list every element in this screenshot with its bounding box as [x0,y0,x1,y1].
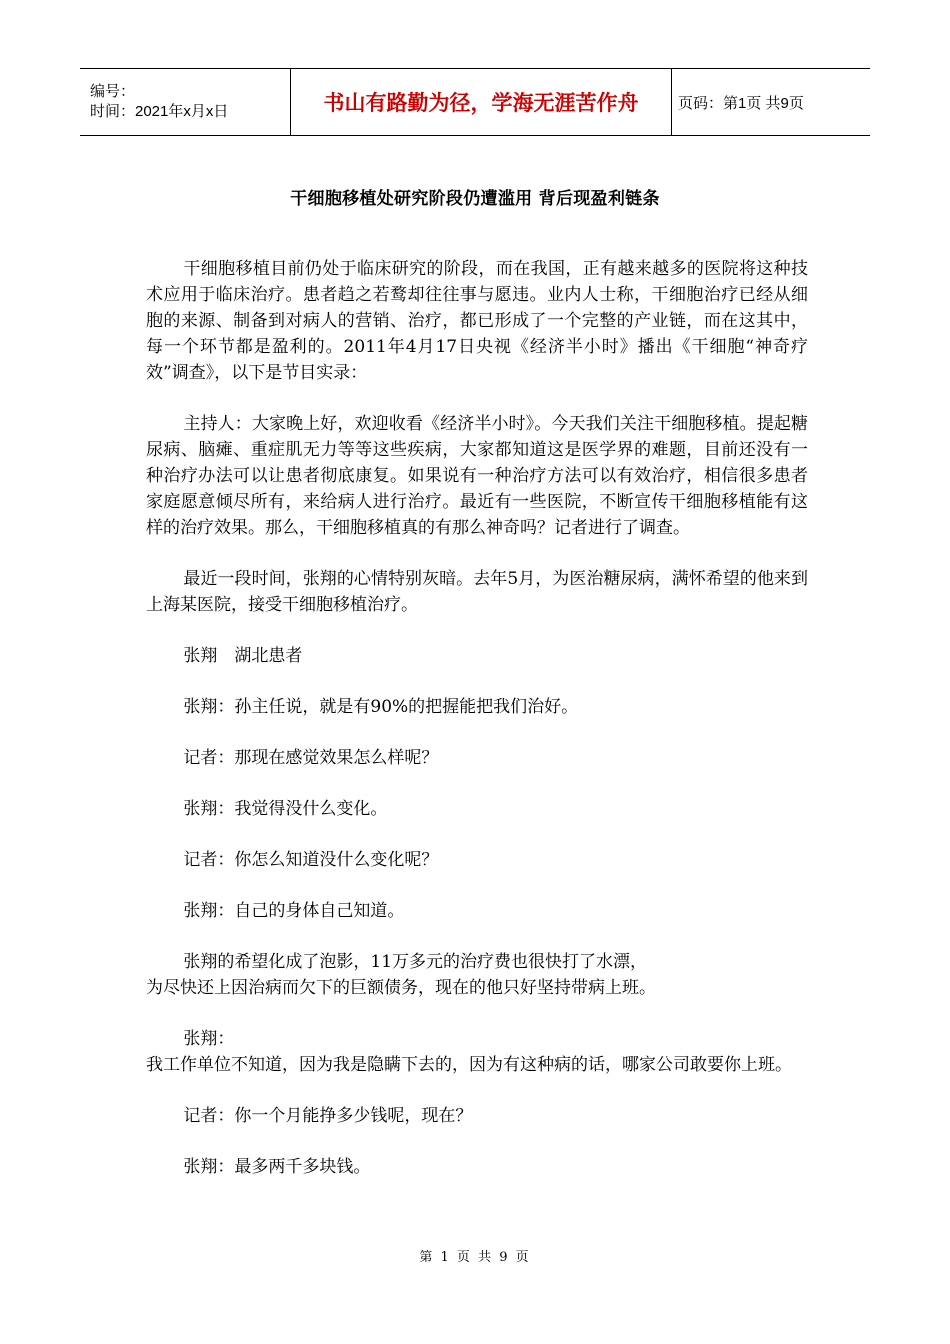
paragraph-host: 主持人：大家晚上好，欢迎收看《经济半小时》。今天我们关注干细胞移植。提起糖尿病、脑瘫、重症肌无力等等这些疾病，大家都知道这是医学界的难题，目前还没有一种治疗办法可以让患者彻底康复。如果说有一种治疗方法可以有效治疗，相信很多患者家庭愿意倾尽所有，来给病人进行治疗。最近有一些医院，不断宣传干细胞移植能有这样的治疗效果。那么，干细胞移植真的有那么神奇吗？记者进行了调查。 [146,414,808,538]
paragraph-workplace-text: 我工作单位不知道，因为我是隐瞒下去的，因为有这种病的话，哪家公司敢要你上班。 [146,1055,792,1075]
header-table [80,68,870,136]
paragraph-dialogue: 张翔：最多两千多块钱。 [183,1157,371,1177]
paragraph-workplace-speaker: 张翔： [183,1029,235,1049]
paragraph-dialogue: 张翔：自己的身体自己知道。 [183,901,405,921]
header-page-info: 页码：第1页 共9页 [672,69,871,136]
paragraph-dialogue: 记者：你一个月能挣多少钱呢，现在？ [183,1106,473,1126]
paragraph-dialogue: 张翔：我觉得没什么变化。 [183,799,388,819]
paragraph-debt-line2: 为尽快还上因治病而欠下的巨额债务，现在的他只好坚持带病上班。 [146,978,656,998]
paragraph-dialogue: 张翔：孙主任说，就是有90%的把握能把我们治好。 [183,697,579,717]
article-title: 干细胞移植处研究阶段仍遭滥用 背后现盈利链条 [290,189,660,209]
paragraph-workplace [146,1026,808,1078]
header-meta [80,69,291,136]
document-date: 时间：2021年x月x日 [90,103,229,120]
document-number: 编号： [90,83,136,100]
paragraph-debt-line1: 张翔的希望化成了泡影，11万多元的治疗费也很快打了水漂， [183,952,648,972]
page-footer: 第 1 页 共 9 页 [419,1250,531,1265]
paragraph-intro: 干细胞移植目前仍处于临床研究的阶段，而在我国，正有越来越多的医院将这种技术应用于临床治疗。患者趋之若鹜却往往事与愿违。业内人士称，干细胞治疗已经从细胞的来源、制备到对病人的营销、治疗，都已形成了一个完整的产业链，而在这其中，每一个环节都是盈利的。2011年4月17日央视《经济半小时》播出《干细胞“神奇疗效”调查》，以下是节目实录： [146,259,808,383]
paragraph-zhangxiang-story: 最近一段时间，张翔的心情特别灰暗。去年5月，为医治糖尿病，满怀希望的他来到上海某医院，接受干细胞移植治疗。 [146,569,808,615]
header-motto: 书山有路勤为径，学海无涯苦作舟 [291,69,672,136]
paragraph-dialogue: 记者：你怎么知道没什么变化呢？ [183,850,439,870]
paragraph-caption: 张翔 湖北患者 [183,646,303,666]
paragraph-debt [146,949,808,1001]
paragraph-dialogue: 记者：那现在感觉效果怎么样呢？ [183,748,439,768]
article-body [146,256,808,1205]
